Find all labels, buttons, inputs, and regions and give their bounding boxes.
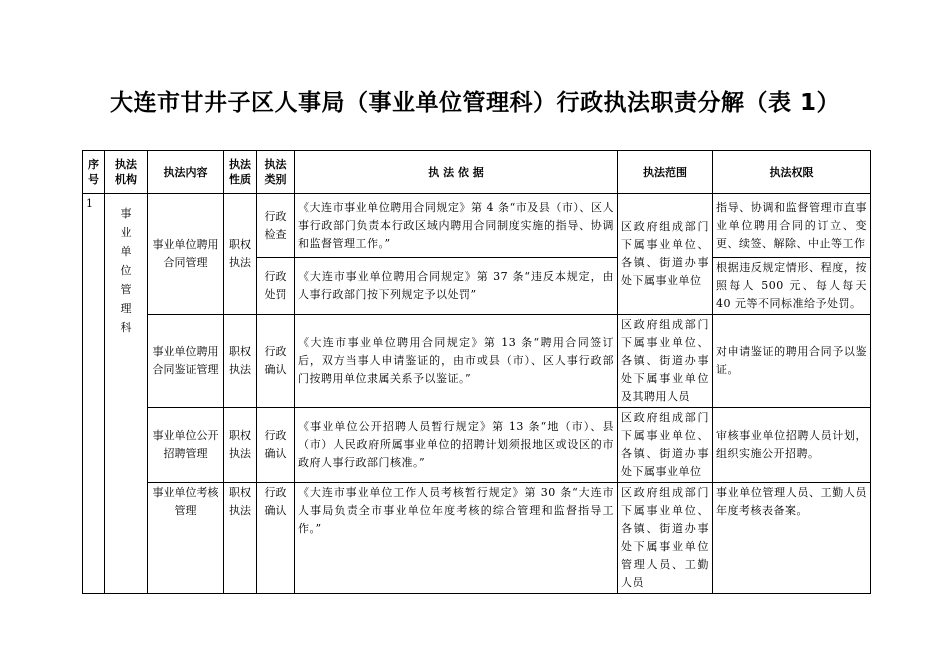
scope-cell: 区政府组成部门下属事业单位、各镇、街道办事处下属事业单位管理人员、工勤人员	[618, 483, 713, 594]
category-cell: 行政处罚	[257, 258, 295, 315]
scope-cell: 区政府组成部门下属事业单位、各镇、街道办事处下属事业单位	[618, 408, 713, 483]
org-cell: 事 业 单 位 管 理 科	[105, 194, 148, 594]
nature-cell: 职权执法	[224, 315, 257, 408]
header-category: 执法 类别	[257, 151, 295, 194]
basis-cell: 《大连市事业单位聘用合同规定》第 4 条“市及县（市）、区人事行政部门负责本行政区域内聘用合同制度实施的指导、协调和监督管理工作。”	[295, 194, 618, 258]
header-seq: 序 号	[83, 151, 105, 194]
authority-cell: 指导、协调和监督管理市直事业单位聘用合同的订立、变更、续签、解除、中止等工作	[713, 194, 871, 258]
header-scope: 执法范围	[618, 151, 713, 194]
basis-cell: 《大连市事业单位聘用合同规定》第 13 条“聘用合同签订后，双方当事人申请鉴证的，由市或县（市）、区人事行政部门按聘用单位隶属关系予以鉴证。”	[295, 315, 618, 408]
header-nature: 执法 性质	[224, 151, 257, 194]
page-title: 大连市甘井子区人事局（事业单位管理科）行政执法职责分解（表 1）	[109, 90, 840, 116]
basis-cell: 《事业单位公开招聘人员暂行规定》第 13 条“地（市）、县（市）人民政府所属事业单位的招聘计划须报地区或设区的市政府人事行政部门核准。”	[295, 408, 618, 483]
category-cell: 行政确认	[257, 408, 295, 483]
duty-table	[82, 150, 871, 594]
authority-cell: 审核事业单位招聘人员计划，组织实施公开招聘。	[713, 408, 871, 483]
content-cell: 事业单位聘用合同管理	[148, 194, 224, 315]
nature-cell: 职权执法	[224, 194, 257, 315]
scope-cell: 区政府组成部门下属事业单位、各镇、街道办事处下属事业单位	[618, 194, 713, 315]
authority-cell: 事业单位管理人员、工勤人员年度考核表备案。	[713, 483, 871, 594]
scope-cell: 区政府组成部门下属事业单位、各镇、街道办事处下属事业单位及其聘用人员	[618, 315, 713, 408]
seq-cell: 1	[83, 194, 105, 594]
header-row	[83, 151, 871, 194]
table-row	[83, 194, 871, 258]
table-row	[83, 315, 871, 408]
header-basis: 执 法 依 据	[295, 151, 618, 194]
basis-cell: 《大连市事业单位聘用合同规定》第 37 条“违反本规定，由人事行政部门按下列规定予以处罚”	[295, 258, 618, 315]
table-row	[83, 408, 871, 483]
table-row	[83, 483, 871, 594]
header-content: 执法内容	[148, 151, 224, 194]
authority-cell: 对申请鉴证的聘用合同予以鉴证。	[713, 315, 871, 408]
basis-cell: 《大连市事业单位工作人员考核暂行规定》第 30 条“大连市人事局负责全市事业单位年度考核的综合管理和监督指导工作。”	[295, 483, 618, 594]
category-cell: 行政确认	[257, 483, 295, 594]
nature-cell: 职权执法	[224, 483, 257, 594]
content-cell: 事业单位聘用合同鉴证管理	[148, 315, 224, 408]
header-authority: 执法权限	[713, 151, 871, 194]
category-cell: 行政检查	[257, 194, 295, 258]
header-org: 执法 机构	[105, 151, 148, 194]
category-cell: 行政确认	[257, 315, 295, 408]
content-cell: 事业单位考核管理	[148, 483, 224, 594]
nature-cell: 职权执法	[224, 408, 257, 483]
authority-cell: 根据违反规定情形、程度，按照每人 500 元、每人每天 40 元等不同标准给予处罚。	[713, 258, 871, 315]
content-cell: 事业单位公开招聘管理	[148, 408, 224, 483]
